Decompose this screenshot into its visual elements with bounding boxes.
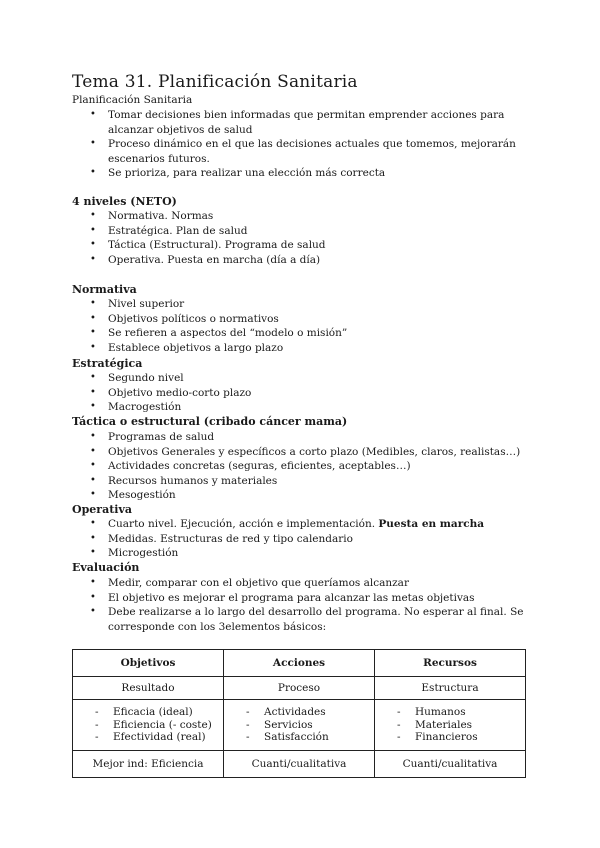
intro-list: [72, 108, 532, 181]
list-item: - Actividades: [246, 706, 374, 719]
table-cell: Mejor ind: Eficiencia: [73, 751, 224, 778]
niveles-list: [72, 209, 532, 267]
list-item: • Mesogestión: [72, 488, 532, 503]
list-item: • Actividades concretas (seguras, eficientes, aceptables…): [72, 459, 532, 474]
item-bold-text: Puesta en marcha: [378, 518, 485, 530]
list-item: - Satisfacción: [246, 731, 374, 744]
section-heading-normativa: Normativa: [72, 283, 137, 296]
list-item: • Objetivos Generales y específicos a corto plazo (Medibles, claros, realistas…): [72, 445, 532, 460]
list-item: - Materiales: [397, 719, 525, 732]
table-cell: Cuanti/cualitativa: [375, 751, 526, 778]
list-item: - Eficacia (ideal): [95, 706, 223, 719]
list-item: [72, 517, 532, 532]
list-item: • Se refieren a aspectos del “modelo o misión”: [72, 326, 532, 341]
page-title: Tema 31. Planificación Sanitaria: [72, 72, 358, 92]
list-item: • Programas de salud: [72, 430, 532, 445]
list-item: - Humanos: [397, 706, 525, 719]
header-objetivos: Objetivos: [73, 650, 224, 677]
list-item: • Tomar decisiones bien informadas que permitan emprender acciones para alcanzar objetivos de salud: [72, 108, 532, 137]
section-heading-evaluacion: Evaluación: [72, 561, 140, 574]
section-heading-niveles: 4 niveles (NETO): [72, 195, 177, 208]
list-item: • Operativa. Puesta en marcha (día a día): [72, 253, 532, 268]
list-item: - Financieros: [397, 731, 525, 744]
list-item: • Táctica (Estructural). Programa de salud: [72, 238, 532, 253]
section-heading-estrategica: Estratégica: [72, 357, 143, 370]
section-heading-tactica: Táctica o estructural (cribado cáncer mama): [72, 415, 348, 428]
table-cell: [224, 700, 375, 751]
list-item: - Eficiencia (- coste): [95, 719, 223, 732]
list-item: • Segundo nivel: [72, 371, 532, 386]
table-cell: Proceso: [224, 677, 375, 700]
list-item: - Efectividad (real): [95, 731, 223, 744]
table-header-row: [73, 650, 526, 677]
list-item: • Nivel superior: [72, 297, 532, 312]
estrategica-list: [72, 371, 532, 415]
list-item: • Normativa. Normas: [72, 209, 532, 224]
table-cell: [73, 700, 224, 751]
table-cell: [375, 700, 526, 751]
list-item: • El objetivo es mejorar el programa para alcanzar las metas objetivas: [72, 591, 532, 606]
evaluation-table: [72, 649, 526, 778]
section-heading-operativa: Operativa: [72, 503, 132, 516]
evaluacion-list: [72, 576, 532, 634]
table-row: [73, 751, 526, 778]
list-item: • Se prioriza, para realizar una elección más correcta: [72, 166, 532, 181]
operativa-list: [72, 517, 532, 561]
list-item: • Objetivo medio-corto plazo: [72, 386, 532, 401]
list-item: • Microgestión: [72, 546, 532, 561]
list-item: • Debe realizarse a lo largo del desarrollo del programa. No esperar al final. Se corresponde con los 3elementos básicos:: [72, 605, 532, 634]
list-item: • Medidas. Estructuras de red y tipo calendario: [72, 532, 532, 547]
table-cell: Resultado: [73, 677, 224, 700]
table-cell: Estructura: [375, 677, 526, 700]
dash-list: [375, 706, 525, 744]
list-item: • Proceso dinámico en el que las decisiones actuales que tomemos, mejorarán escenarios futuros.: [72, 137, 532, 166]
table-row: [73, 677, 526, 700]
normativa-list: [72, 297, 532, 355]
list-item: • Recursos humanos y materiales: [72, 474, 532, 489]
list-item: • Estratégica. Plan de salud: [72, 224, 532, 239]
list-item: • Establece objetivos a largo plazo: [72, 341, 532, 356]
item-text: Cuarto nivel. Ejecución, acción e implementación.: [108, 518, 379, 530]
header-recursos: Recursos: [375, 650, 526, 677]
table-cell: Cuanti/cualitativa: [224, 751, 375, 778]
dash-list: [224, 706, 374, 744]
subtitle: Planificación Sanitaria: [72, 94, 193, 106]
tactica-list: [72, 430, 532, 503]
dash-list: [73, 706, 223, 744]
list-item: • Macrogestión: [72, 400, 532, 415]
table-row: [73, 700, 526, 751]
list-item: • Objetivos políticos o normativos: [72, 312, 532, 327]
header-acciones: Acciones: [224, 650, 375, 677]
list-item: • Medir, comparar con el objetivo que queríamos alcanzar: [72, 576, 532, 591]
list-item: - Servicios: [246, 719, 374, 732]
